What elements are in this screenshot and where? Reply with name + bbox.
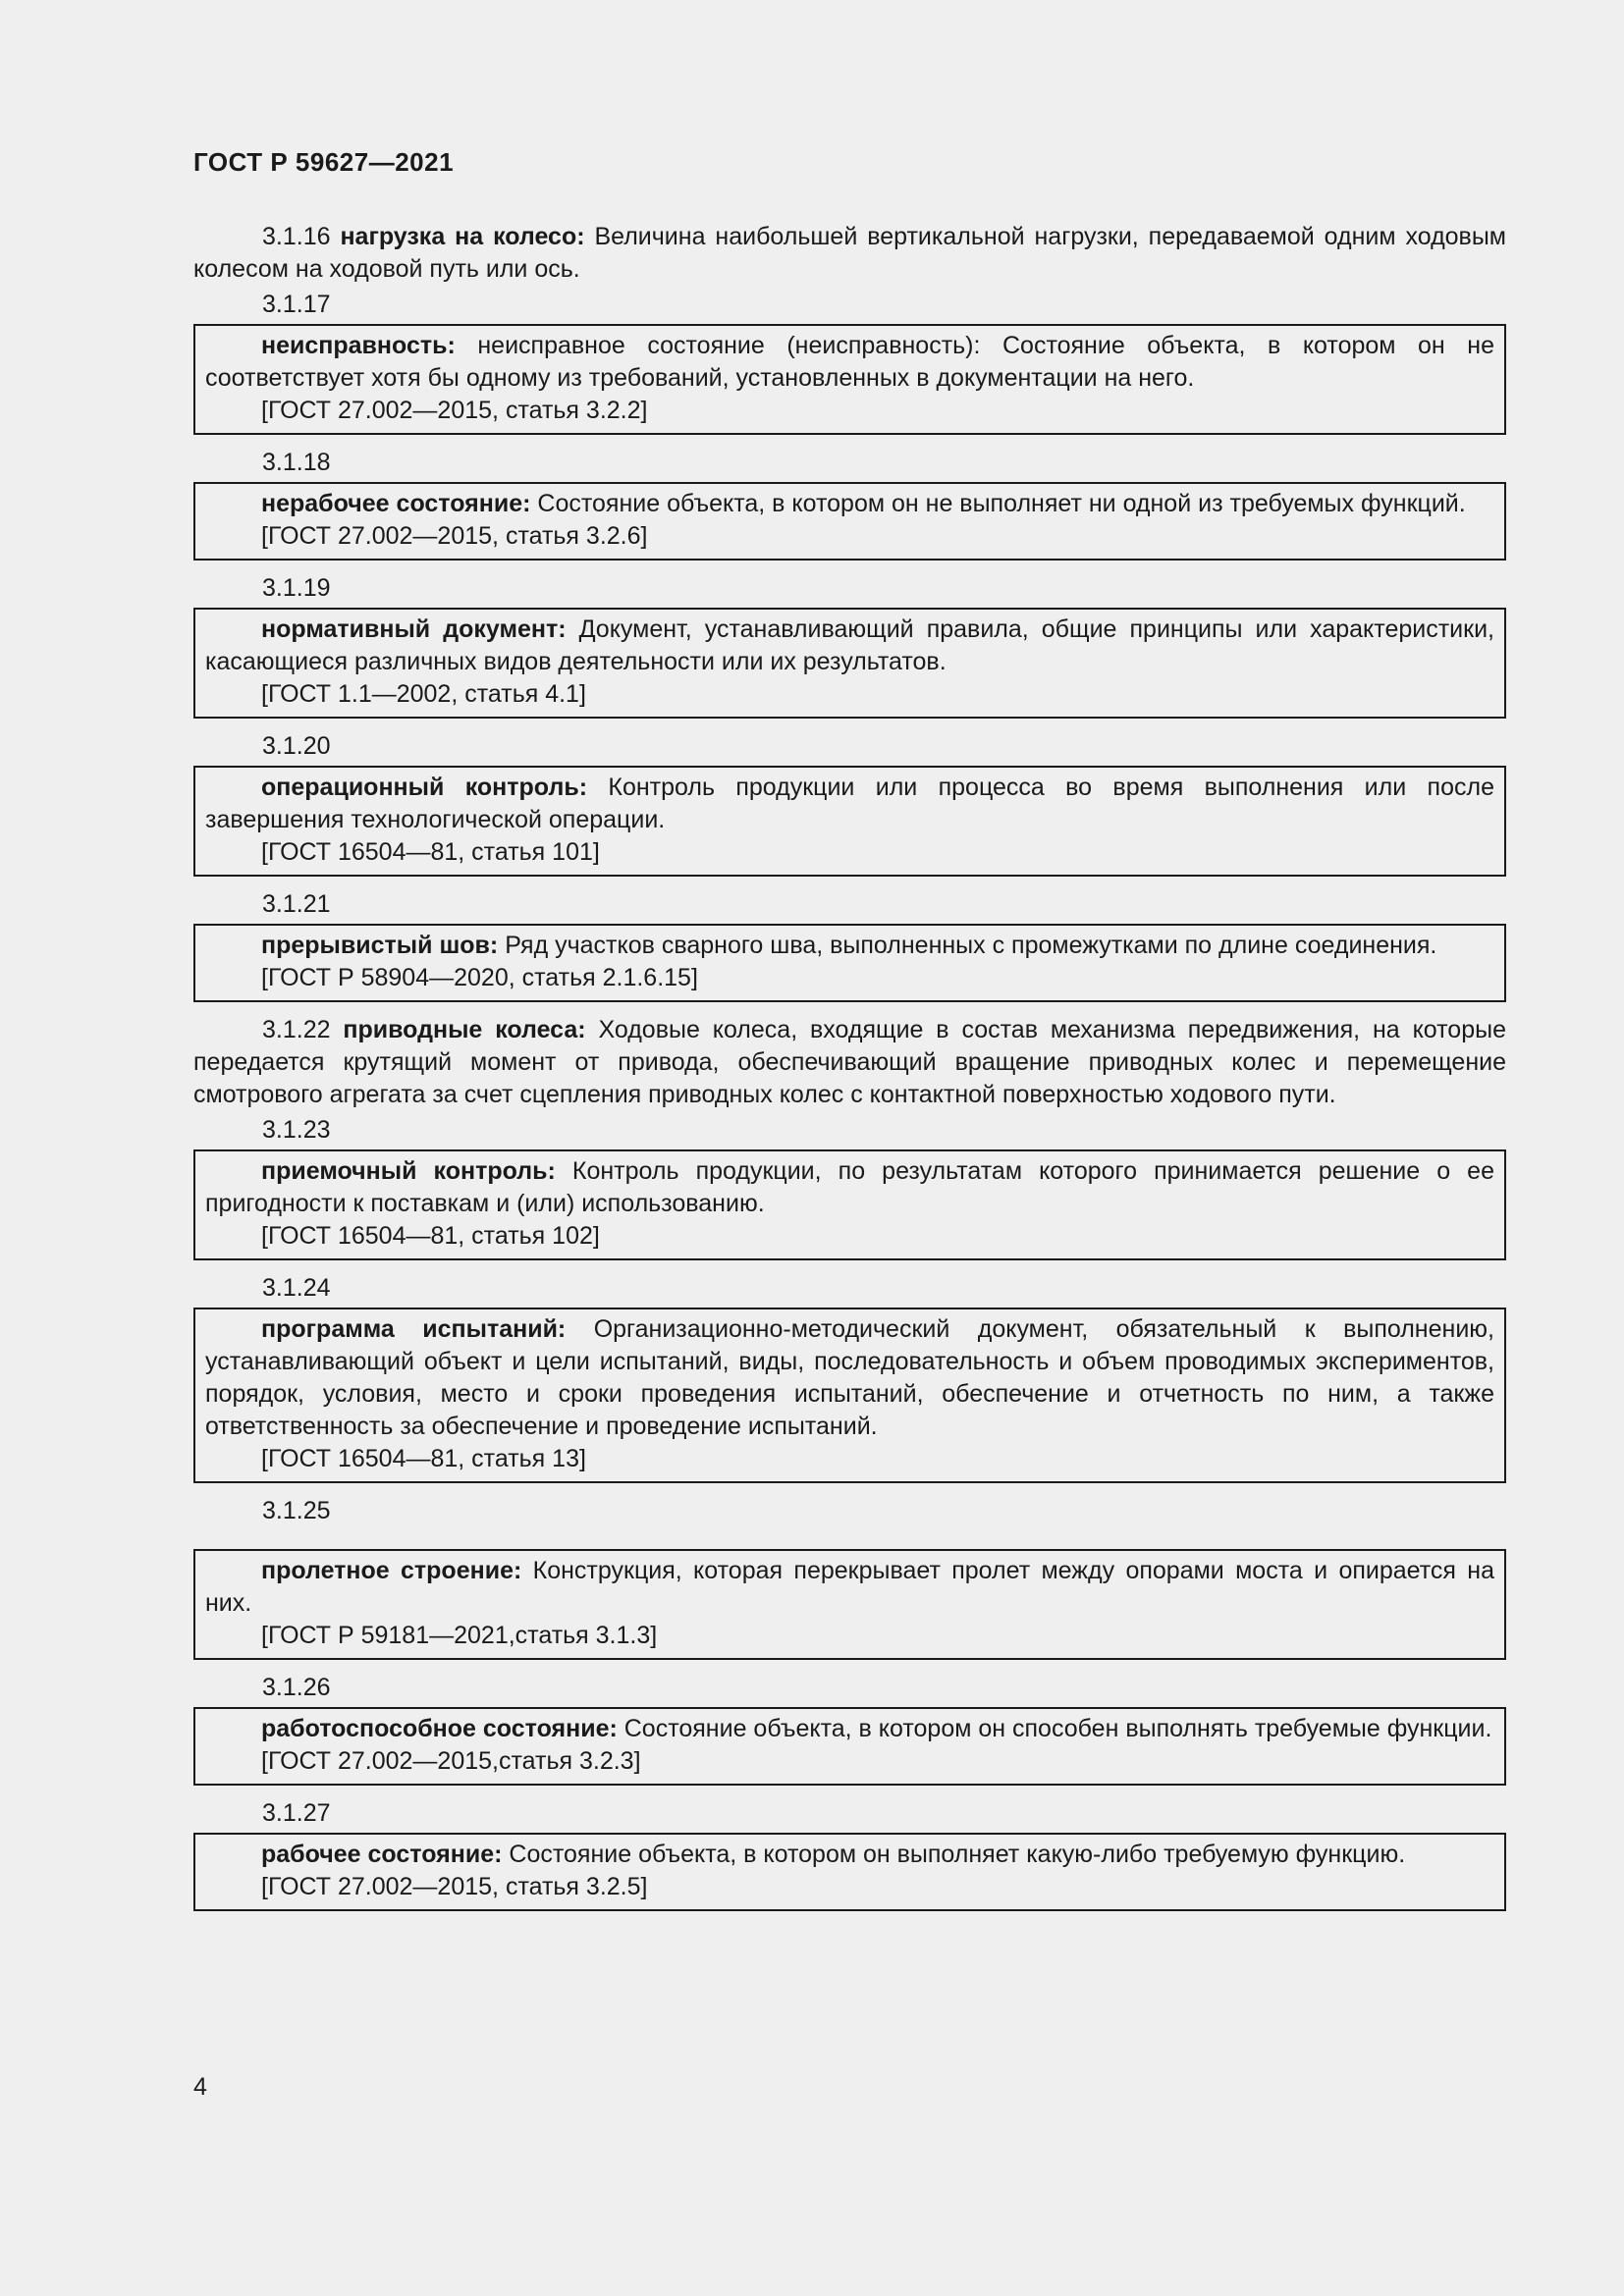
entry-number: 3.1.17: [262, 291, 331, 318]
entry-term: пролетное строение:: [261, 1557, 522, 1584]
entry-term: рабочее состояние:: [261, 1841, 503, 1868]
entry-term: прерывистый шов:: [261, 932, 499, 959]
definition-box-3-1-25: [193, 1549, 1506, 1660]
entry-term: работоспособное состояние:: [261, 1715, 618, 1742]
entry-text: неисправное состояние (неисправность): Состояние объекта, в котором он не соответствует хотя бы одному из требований, установленных в документации на него.: [205, 332, 1494, 392]
definition-source: [ГОСТ 27.002—2015, статья 3.2.6]: [261, 522, 648, 550]
definitions-list: [193, 221, 1506, 1923]
entry-term: нормативный документ:: [261, 615, 567, 643]
entry-text: Состояние объекта, в котором он не выполняет ни одной из требуемых функций.: [530, 490, 1466, 517]
entry-number: 3.1.26: [262, 1674, 331, 1701]
entry-term: программа испытаний:: [261, 1315, 567, 1343]
entry-text: Ходовые колеса, входящие в состав механизма передвижения, на которые передается крутящий момент от привода, обеспечивающий вращение приводных колес и перемещение смотрового агрегата за счет сцепления приводных колес с контактной поверхностью ходового пути.: [193, 1016, 1506, 1108]
entry-term: нерабочее состояние:: [261, 490, 531, 517]
entry-text: Состояние объекта, в котором он выполняет какую-либо требуемую функцию.: [502, 1841, 1406, 1868]
definition-source: [ГОСТ 1.1—2002, статья 4.1]: [261, 680, 586, 708]
entry-term: приемочный контроль:: [261, 1157, 556, 1185]
entry-number: 3.1.16: [262, 223, 331, 250]
definition-text: [205, 1713, 1494, 1745]
definition-box-3-1-17: [193, 324, 1506, 435]
document-header: ГОСТ Р 59627—2021: [193, 147, 455, 177]
definition-box-3-1-21: [193, 924, 1506, 1002]
entry-text: Конструкция, которая перекрывает пролет между опорами моста и опирается на них.: [205, 1557, 1495, 1617]
entry-text: Документ, устанавливающий правила, общие принципы или характеристики, касающиеся различных видов деятельности или их результатов.: [205, 615, 1494, 675]
definition-source: [ГОСТ 27.002—2015, статья 3.2.5]: [261, 1873, 648, 1900]
entry-text: Величина наибольшей вертикальной нагрузки, передаваемой одним ходовым колесом на ходовой путь или ось.: [193, 223, 1506, 283]
definition-box-3-1-26: [193, 1707, 1506, 1786]
definition-text: [205, 614, 1494, 678]
entry-term: нагрузка на колесо:: [340, 223, 585, 250]
definition-box-3-1-19: [193, 608, 1506, 719]
entry-number: 3.1.22: [262, 1016, 331, 1043]
definition-source: [ГОСТ Р 59181—2021,статья 3.1.3]: [261, 1622, 658, 1649]
entry-text: Организационно-методический документ, обязательный к выполнению, устанавливающий объект и цели испытаний, виды, последовательность и объем проводимых экспериментов, порядок, условия, место и сроки проведения испытаний, обеспечение и отчетность по ним, а также ответственность за обеспечение и проведение испытаний.: [205, 1315, 1494, 1440]
entry-3-1-16: [193, 221, 1506, 286]
entry-text: Состояние объекта, в котором он способен выполнять требуемые функции.: [617, 1715, 1492, 1742]
entry-number: 3.1.21: [262, 890, 331, 918]
entry-number: 3.1.18: [262, 449, 331, 476]
definition-source: [ГОСТ 27.002—2015,статья 3.2.3]: [261, 1747, 641, 1775]
definition-box-3-1-24: [193, 1308, 1506, 1483]
definition-text: [205, 1313, 1494, 1443]
entry-term: неисправность:: [261, 332, 456, 359]
entry-number: 3.1.27: [262, 1799, 331, 1827]
definition-text: [205, 1555, 1494, 1620]
definition-box-3-1-27: [193, 1833, 1506, 1911]
definition-text: [205, 772, 1494, 836]
definition-box-3-1-20: [193, 766, 1506, 877]
entry-number: 3.1.19: [262, 574, 331, 602]
definition-source: [ГОСТ 16504—81, статья 102]: [261, 1222, 600, 1250]
entry-term: приводные колеса:: [343, 1016, 586, 1043]
definition-source: [ГОСТ 16504—81, статья 101]: [261, 838, 600, 866]
definition-text: [205, 1155, 1494, 1220]
definition-source: [ГОСТ Р 58904—2020, статья 2.1.6.15]: [261, 964, 698, 991]
definition-text: [205, 330, 1494, 395]
entry-number: 3.1.25: [262, 1497, 331, 1524]
definition-text: [205, 488, 1494, 520]
entry-term: операционный контроль:: [261, 774, 588, 801]
definition-source: [ГОСТ 27.002—2015, статья 3.2.2]: [261, 397, 648, 424]
entry-number: 3.1.24: [262, 1274, 331, 1302]
entry-number: 3.1.20: [262, 732, 331, 760]
page-number: 4: [193, 2073, 207, 2101]
entry-text: Контроль продукции или процесса во время выполнения или после завершения технологической операции.: [205, 774, 1494, 833]
definition-text: [205, 930, 1494, 962]
definition-box-3-1-18: [193, 482, 1506, 561]
entry-text: Ряд участков сварного шва, выполненных с промежутками по длине соединения.: [498, 932, 1437, 959]
definition-source: [ГОСТ 16504—81, статья 13]: [261, 1445, 586, 1472]
entry-number: 3.1.23: [262, 1116, 331, 1144]
definition-box-3-1-23: [193, 1149, 1506, 1260]
entry-text: Контроль продукции, по результатам которого принимается решение о ее пригодности к поставкам и (или) использованию.: [205, 1157, 1494, 1217]
entry-3-1-22: [193, 1014, 1506, 1111]
definition-text: [205, 1839, 1494, 1871]
